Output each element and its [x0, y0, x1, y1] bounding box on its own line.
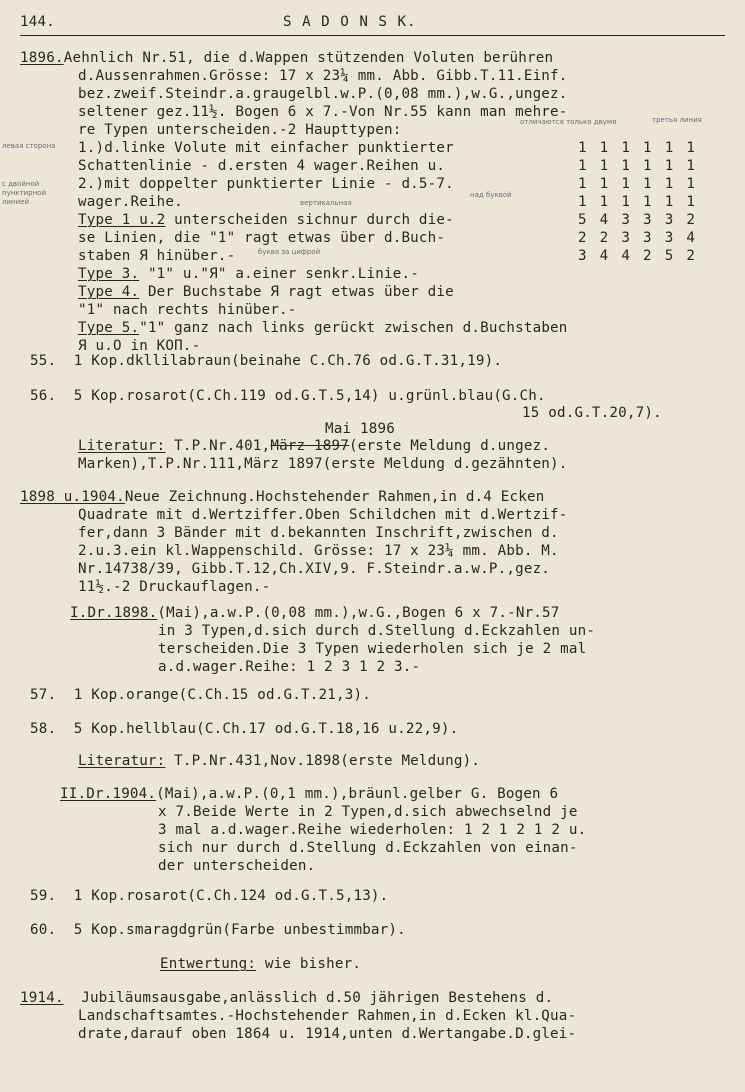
- year-1914: 1914.: [20, 990, 64, 1006]
- lit-1-note: Mai 1896: [325, 421, 395, 437]
- header-rule: [20, 35, 725, 36]
- druck-2-line-5: der unterscheiden.: [158, 858, 316, 874]
- entry-1898-line-2: Quadrate mit d.Wertziffer.Oben Schildchen mit d.Wertzif-: [78, 507, 568, 523]
- type-row-1: Type 1 u.2 unterscheiden sichnur durch die-: [78, 212, 454, 228]
- entry-1896-line-3: bez.zweif.Steindr.a.graugelbl.w.P.(0,08 mm.),w.G.,ungez.: [78, 86, 568, 102]
- annotation-2: с двойной: [2, 180, 40, 188]
- entry-1898-line-5: Nr.14738/39, Gibb.T.12,Ch.XIV,9. F.Steindr.a.w.P.,gez.: [78, 561, 551, 577]
- entry-1898-line-4: 2.u.3.ein kl.Wappenschild. Grösse: 17 x 23¼ mm. Abb. M.: [78, 543, 559, 559]
- page-number: 144.: [20, 14, 55, 30]
- year-1898: 1898 u.1904.: [20, 489, 125, 505]
- annotation-9: буква за цифрой: [258, 248, 321, 256]
- entry-1896-line-2: d.Aussenrahmen.Grösse: 17 x 23¼ mm. Abb. Gibb.T.11.Einf.: [78, 68, 568, 84]
- type-grid-row-6: 2 2 3 3 3 4: [578, 230, 698, 246]
- druck-2-line-2: x 7.Beide Werte in 2 Typen,d.sich abwechselnd je: [158, 804, 578, 820]
- type-row-5: Type 4. Der Buchstabe Я ragt etwas über die: [78, 284, 454, 300]
- druck-2-line-1: II.Dr.1904.(Mai),a.w.P.(0,1 mm.),bräunl.gelber G. Bogen 6: [60, 786, 559, 802]
- lit-1-line-1: Literatur: T.P.Nr.401,März 1897(erste Meldung d.ungez.: [78, 438, 551, 454]
- type-grid-row-1: 1 1 1 1 1 1: [578, 140, 698, 156]
- annotation-7: вертикальная: [300, 199, 352, 207]
- page-title: S A D O N S K.: [283, 14, 417, 30]
- stamp-57: 57. 1 Kop.orange(C.Ch.15 od.G.T.21,3).: [30, 687, 371, 703]
- type-grid-row-3: 1 1 1 1 1 1: [578, 176, 698, 192]
- druck-1-line-4: a.d.wager.Reihe: 1 2 3 1 2 3.-: [158, 659, 421, 675]
- annotation-6: третья линия: [652, 116, 702, 124]
- entry-1896-line-8: 2.)mit doppelter punktierter Linie - d.5-7.: [78, 176, 454, 192]
- lit-2: Literatur: T.P.Nr.431,Nov.1898(erste Meldung).: [78, 753, 481, 769]
- stamp-60: 60. 5 Kop.smaragdgrün(Farbe unbestimmbar).: [30, 922, 406, 938]
- stamp-56-cont: 15 od.G.T.20,7).: [522, 405, 662, 421]
- type-row-7: Type 5."1" ganz nach links gerückt zwischen d.Buchstaben: [78, 320, 568, 336]
- type-grid-row-4: 1 1 1 1 1 1: [578, 194, 698, 210]
- annotation-5: отличаются только двумя: [520, 118, 617, 126]
- type-grid-row-5: 5 4 3 3 3 2: [578, 212, 698, 228]
- stamp-58: 58. 5 Kop.hellblau(C.Ch.17 od.G.T.18,16 u.22,9).: [30, 721, 459, 737]
- entry-1896-line-1: 1896.Aehnlich Nr.51, die d.Wappen stützenden Voluten berühren: [20, 50, 554, 66]
- type-row-8: Я u.O in КОП.-: [78, 338, 201, 354]
- entry-1896-line-9: wager.Reihe.: [78, 194, 183, 210]
- stamp-55: 55. 1 Kop.dkllilabraun(beinahe C.Ch.76 od.G.T.31,19).: [30, 353, 503, 369]
- annotation-1: левая сторона: [2, 142, 56, 150]
- type-grid-row-2: 1 1 1 1 1 1: [578, 158, 698, 174]
- stamp-59: 59. 1 Kop.rosarot(C.Ch.124 od.G.T.5,13).: [30, 888, 389, 904]
- entry-1914-line-2: Landschaftsamtes.-Hochstehender Rahmen,in d.Ecken kl.Qua-: [78, 1008, 577, 1024]
- type-row-3: staben Я hinüber.-: [78, 248, 236, 264]
- entry-1914-line-1: 1914. Jubiläumsausgabe,anlässlich d.50 jährigen Bestehens d.: [20, 990, 554, 1006]
- entry-1896-line-6: 1.)d.linke Volute mit einfacher punktierter: [78, 140, 454, 156]
- entry-1898-line-3: fer,dann 3 Bänder mit d.bekannten Inschrift,zwischen d.: [78, 525, 559, 541]
- druck-2-line-4: sich nur durch d.Stellung d.Eckzahlen von einan-: [158, 840, 578, 856]
- lit-1-line-2: Marken),T.P.Nr.111,März 1897(erste Meldung d.gezähnten).: [78, 456, 568, 472]
- entry-1896-line-4: seltener gez.11½. Bogen 6 x 7.-Von Nr.55 kann man mehre-: [78, 104, 568, 120]
- annotation-3: пунктирной: [2, 189, 47, 197]
- entry-1896-line-5: re Typen unterscheiden.-2 Haupttypen:: [78, 122, 402, 138]
- annotation-8: над буквой: [470, 191, 512, 199]
- druck-1-line-2: in 3 Typen,d.sich durch d.Stellung d.Eckzahlen un-: [158, 623, 596, 639]
- type-row-2: se Linien, die "1" ragt etwas über d.Buch-: [78, 230, 446, 246]
- type-row-4: Type 3. "1" u."Я" a.einer senkr.Linie.-: [78, 266, 419, 282]
- druck-1-line-1: I.Dr.1898.(Mai),a.w.P.(0,08 mm.),w.G.,Bogen 6 x 7.-Nr.57: [70, 605, 560, 621]
- druck-1-line-3: terscheiden.Die 3 Typen wiederholen sich je 2 mal: [158, 641, 587, 657]
- annotation-4: линией: [2, 198, 30, 206]
- entry-1896-line-7: Schattenlinie - d.ersten 4 wager.Reihen u.: [78, 158, 446, 174]
- type-grid-row-7: 3 4 4 2 5 2: [578, 248, 698, 264]
- year-1896: 1896.: [20, 50, 64, 66]
- entry-1898-line-6: 11½.-2 Druckauflagen.-: [78, 579, 271, 595]
- entry-1914-line-3: drate,darauf oben 1864 u. 1914,unten d.Wertangabe.D.glei-: [78, 1026, 577, 1042]
- entwertung: Entwertung: wie bisher.: [160, 956, 362, 972]
- entry-1898-line-1: 1898 u.1904.Neue Zeichnung.Hochstehender Rahmen,in d.4 Ecken: [20, 489, 545, 505]
- stamp-56: 56. 5 Kop.rosarot(C.Ch.119 od.G.T.5,14) u.grünl.blau(G.Ch.: [30, 388, 546, 404]
- druck-2-line-3: 3 mal a.d.wager.Reihe wiederholen: 1 2 1 2 1 2 u.: [158, 822, 587, 838]
- type-row-6: "1" nach rechts hinüber.-: [78, 302, 297, 318]
